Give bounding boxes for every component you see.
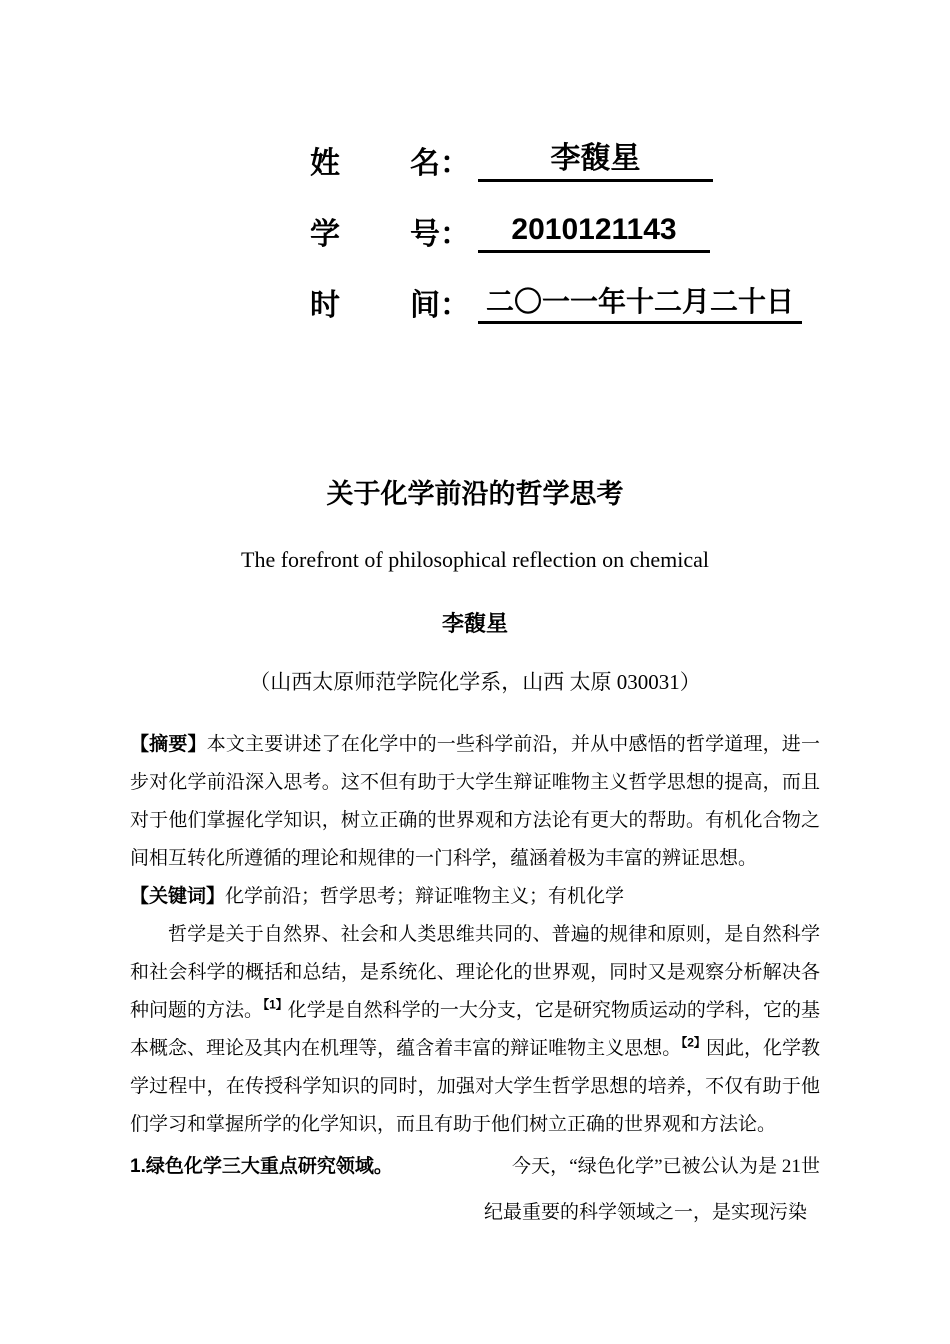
article-title: 关于化学前沿的哲学思考: [326, 479, 624, 509]
section-1-row: [130, 1144, 820, 1236]
student-id-field-row: [310, 209, 820, 253]
date-field-row: [310, 280, 820, 324]
keywords-paragraph: [130, 878, 820, 916]
section-1-paragraph: 今天，“绿色化学”已被公认为是 21世纪最重要的科学领域之一，是实现污染: [484, 1156, 820, 1223]
student-id-field-label: [310, 217, 470, 253]
intro-text-part1: 哲学是关于自然界、社会和人类思维共同的、普遍的规律和原则，是自然科学和社会科学的概括和总结，是系统化、理论化的世界观，同时又是观察分析解决各种问题的方法。: [130, 924, 820, 1021]
name-field-label-right: 名：: [410, 147, 470, 180]
author-affiliation: （山西太原师范学院化学系，山西 太原 030031）: [249, 670, 701, 694]
abstract-paragraph: [130, 726, 820, 878]
name-field-row: [310, 138, 820, 182]
intro-text-part2: 化学是自然科学的一大分支，它是研究物质运动的学科，它的基本概念、理论及其内在机理等，蕴含着丰富的辩证唯物主义思想。: [130, 1000, 820, 1059]
article-title-english: The forefront of philosophical reflection on chemical: [241, 547, 709, 572]
date-field-value: 二〇一一年十二月二十日: [478, 285, 802, 324]
abstract-text: 本文主要讲述了在化学中的一些科学前沿，并从中感悟的哲学道理，进一步对化学前沿深入思考。这不但有助于大学生辩证唯物主义哲学思想的提高，而且对于他们掌握化学知识，树立正确的世界观和方法论有更大的帮助。有机化合物之间相互转化所遵循的理论和规律的一门科学，蕴涵着极为丰富的辨证思想。: [130, 734, 820, 869]
date-label-right: 间：: [410, 289, 470, 322]
intro-paragraph: [130, 916, 820, 1144]
citation-superscript-2: 【2】: [681, 1035, 706, 1050]
student-id-field-value: 2010121143: [478, 212, 710, 253]
student-id-label-left: 学: [310, 218, 340, 251]
name-field-value: 李馥星: [478, 141, 713, 182]
citation-superscript-1: 【1】: [263, 997, 288, 1012]
date-label-left: 时: [310, 289, 340, 322]
keywords-text: 化学前沿；哲学思考；辩证唯物主义；有机化学: [225, 886, 625, 907]
intro-text-part3: 因此，化学教学过程中，在传授科学知识的同时，加强对大学生哲学思想的培养，不仅有助于他们学习和掌握所学的化学知识，而且有助于他们树立正确的世界观和方法论。: [130, 1038, 820, 1135]
date-field-label: [310, 288, 470, 324]
abstract-label: 【摘要】: [130, 734, 207, 755]
article-body: [130, 726, 820, 1236]
author-name: 李馥星: [441, 611, 508, 636]
section-1-heading: 1.绿色化学三大重点研究领域。: [130, 1156, 393, 1177]
name-field-label: [310, 146, 470, 182]
student-id-label-right: 号：: [410, 218, 470, 251]
name-field-label-left: 姓: [310, 147, 340, 180]
keywords-label: 【关键词】: [130, 886, 226, 907]
cover-block: [310, 138, 820, 324]
